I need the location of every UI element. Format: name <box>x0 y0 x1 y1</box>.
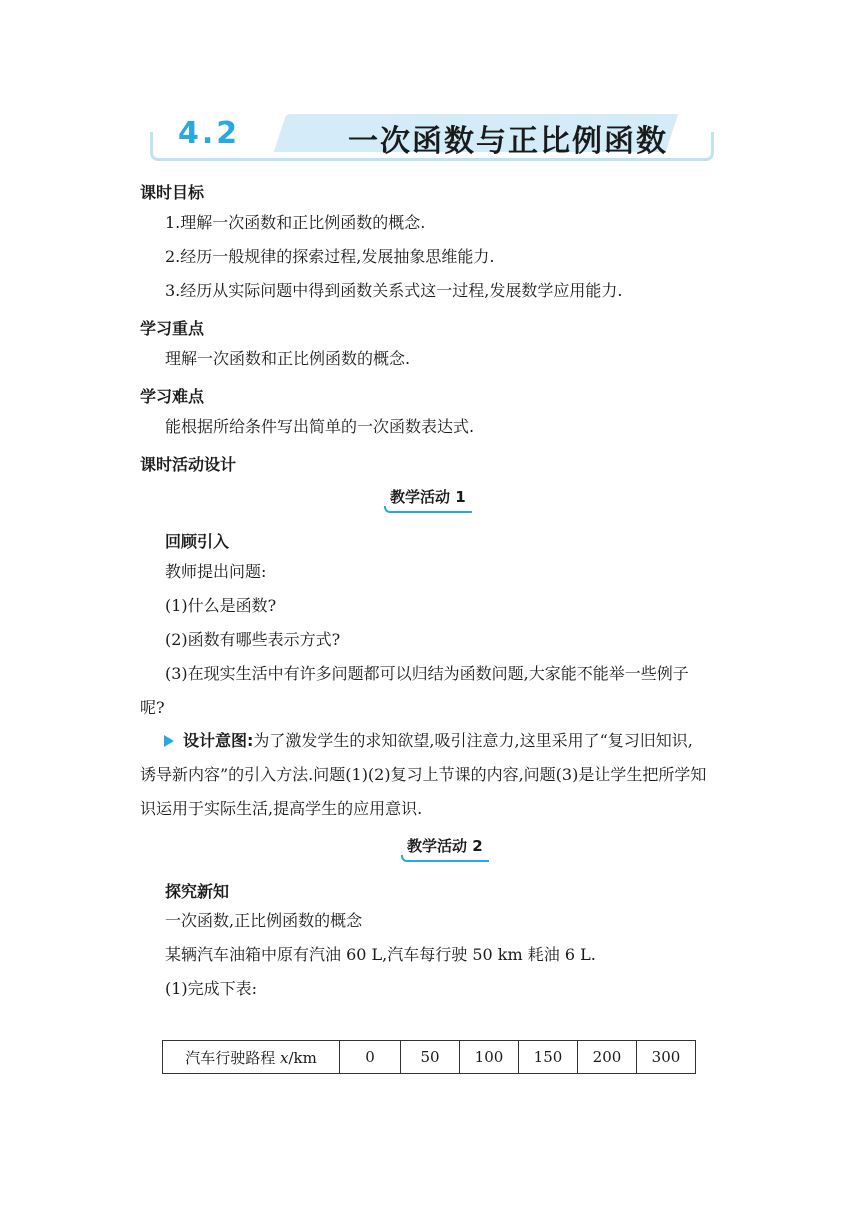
row-label-text: 汽车行驶路程 <box>185 1048 280 1067</box>
difficulties-heading: 学习难点 <box>140 387 205 406</box>
table-cell: 0 <box>340 1041 401 1074</box>
difficulties-text: 能根据所给条件写出简单的一次函数表达式. <box>165 417 475 436</box>
activity-2-line: 一次函数,正比例函数的概念 <box>165 911 363 930</box>
design-intent-line <box>183 733 693 749</box>
triangle-marker-icon <box>164 735 174 747</box>
activity-1-line: (1)什么是函数? <box>165 596 277 615</box>
lesson-number: 4.2 <box>178 116 241 151</box>
lesson-header <box>148 112 712 164</box>
lesson-title: 一次函数与正比例函数 <box>348 124 668 159</box>
design-intent-line: 识运用于实际生活,提高学生的应用意识. <box>140 799 423 818</box>
activity-1-line: 呢? <box>140 698 165 717</box>
design-heading: 课时活动设计 <box>140 455 237 474</box>
activity-1-label: 教学活动 1 <box>384 486 472 509</box>
objective-item: 2.经历一般规律的探索过程,发展抽象思维能力. <box>165 247 495 266</box>
activity-1-subheading: 回顾引入 <box>165 532 230 551</box>
design-intent-line: 诱导新内容”的引入方法.问题(1)(2)复习上节课的内容,问题(3)是让学生把所学知 <box>140 765 707 784</box>
objective-item: 3.经历从实际问题中得到函数关系式这一过程,发展数学应用能力. <box>165 281 623 300</box>
objective-item: 1.理解一次函数和正比例函数的概念. <box>165 213 426 232</box>
objectives-heading: 课时目标 <box>140 183 205 202</box>
key-points-text: 理解一次函数和正比例函数的概念. <box>165 349 411 368</box>
activity-2-line: (1)完成下表: <box>165 979 258 998</box>
activity-1-line: (2)函数有哪些表示方式? <box>165 630 341 649</box>
activity-2-subheading: 探究新知 <box>165 882 230 901</box>
design-intent-text: 为了激发学生的求知欲望,吸引注意力,这里采用了“复习旧知识, <box>253 731 693 750</box>
table-cell: 50 <box>401 1041 460 1074</box>
table-cell: 300 <box>637 1041 696 1074</box>
activity-2-line: 某辆汽车油箱中原有汽油 60 L,汽车每行驶 50 km 耗油 6 L. <box>165 945 596 964</box>
row-label-variable: x <box>279 1048 289 1067</box>
design-intent-label: 设计意图: <box>183 731 254 750</box>
key-points-heading: 学习重点 <box>140 319 205 338</box>
activity-1-line: (3)在现实生活中有许多问题都可以归结为函数问题,大家能不能举一些例子 <box>165 664 689 683</box>
table-row-label <box>163 1041 340 1074</box>
activity-2-label: 教学活动 2 <box>401 835 489 858</box>
table-row <box>163 1041 696 1074</box>
table-cell: 200 <box>578 1041 637 1074</box>
activity-1-line: 教师提出问题: <box>165 562 267 581</box>
distance-table <box>162 1040 696 1074</box>
table-cell: 150 <box>519 1041 578 1074</box>
row-label-unit: /km <box>288 1048 317 1067</box>
table-cell: 100 <box>460 1041 519 1074</box>
